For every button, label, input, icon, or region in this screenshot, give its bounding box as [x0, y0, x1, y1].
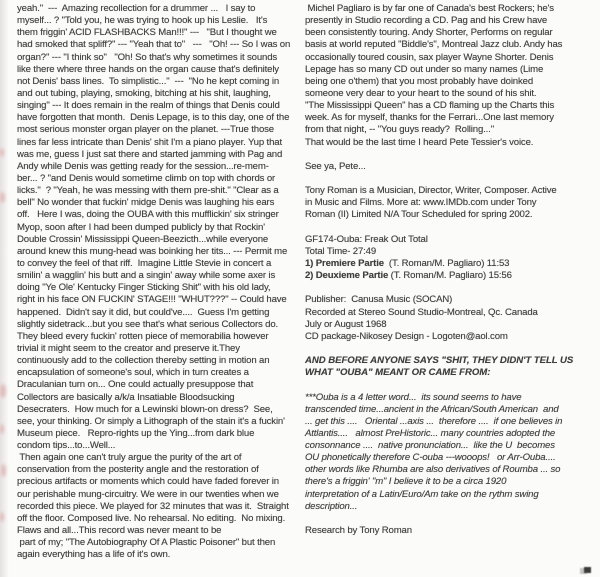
text-line	[17, 185, 305, 197]
text-line-text: not Denis' bass lines. To simplistic..." --- "No he kept coming in	[17, 75, 280, 87]
text-line	[305, 307, 597, 319]
text-line-text: transcended time...ancient in the African/South American and	[305, 403, 559, 415]
text-line-text: and out tubing, playing, smoking, bitching at his shit, laughing,	[17, 87, 271, 99]
text-line-text: Lepage has so many CD out under so many names (Lime	[305, 63, 544, 75]
text-line	[17, 319, 305, 331]
text-line-text: like there where three hands on the organ cause that's definitely	[17, 63, 279, 75]
text-line	[305, 246, 597, 258]
text-line	[305, 27, 597, 39]
text-line-text: our perishable mung-circuitry. We were in our twenties when we	[17, 488, 279, 500]
text-line-text: slightly sidetrack...but you see that's what serious Collectors do.	[17, 318, 279, 330]
text-line-text: see, your thinking. Or simply a Lithograph of the stain it's a fuckin'	[17, 415, 285, 427]
text-line	[17, 124, 305, 136]
text-line	[17, 355, 305, 367]
text-line-text: "The Mississippi Queen" has a CD flaming up the Charts this	[305, 100, 555, 112]
text-line-text: precious artifacts or moments which could have faded forever in	[17, 476, 279, 488]
text-line-text: Draculanian turn on... One could actually presuppose that	[17, 379, 254, 391]
text-line-text: to convey the feel of that riff. Imagine Little Stevie in concert a	[17, 257, 272, 269]
text-line	[305, 294, 597, 306]
scan-corner-mark	[584, 567, 591, 573]
text-line	[305, 343, 597, 355]
text-line-text: again everything has a life of it's own.	[17, 549, 171, 561]
text-line	[17, 100, 305, 112]
text-line-text: Total Time- 27:49	[305, 245, 377, 257]
text-line-text: been consistently touring. Andy Shorter, Performs on regular	[305, 27, 553, 39]
text-line-text: See ya, Pete...	[305, 160, 366, 172]
text-line-text: Recorded at Stereo Sound Studio-Montreal, Qc. Canada	[305, 306, 538, 318]
text-line	[17, 501, 305, 513]
text-line	[305, 173, 597, 185]
text-line	[17, 209, 305, 221]
text-line	[17, 343, 305, 355]
text-line-bold-segment: 1) Premiere Partie	[305, 257, 384, 269]
text-line	[17, 197, 305, 209]
text-line	[305, 404, 597, 416]
text-line-text: Attlantis.... almost PreHistoric... many countries adopted the	[305, 427, 556, 439]
text-line-text: conservation from the posterity angle and the restoration of	[17, 464, 259, 476]
text-line-text: have forgotten that month. Denis Lepage, is to this day, one of the	[17, 112, 290, 124]
text-line-text: basis at world reputed "Biddle's", Montreal Jazz club. Andy has	[305, 39, 563, 51]
text-line	[17, 258, 305, 270]
text-line	[305, 39, 597, 51]
text-line-text: ... get this .... Oriental ...axis ... therefore .... if one believes in	[305, 415, 563, 427]
text-line	[17, 27, 305, 39]
text-line-text: was me, guess I just sat there and started jamming with Pag and	[17, 148, 283, 160]
text-line-text: OU phonetically therefore C-ouba ---wooops! or Arr-Ouba....	[305, 452, 556, 464]
text-line	[17, 525, 305, 537]
text-line	[305, 222, 597, 234]
text-line	[17, 464, 305, 476]
text-line	[17, 39, 305, 51]
text-line	[305, 440, 597, 452]
text-line-text: smilin' a wagglin' his butt and a singin' away while some axer is	[17, 270, 276, 282]
scan-edge-artifact	[0, 0, 9, 577]
text-line-text: other words like Rhumba are also derivatives of Roumba ... so	[305, 464, 561, 476]
text-line	[305, 52, 597, 64]
text-line-text: recorded this piece. We played for 32 minutes that was it. Straight	[17, 500, 289, 512]
text-line-text: trivial it might seem to the creator and preserve it.They	[17, 342, 240, 354]
text-line	[305, 124, 597, 136]
text-line-text: yeah." --- Amazing recollection for a drummer ... I say to	[17, 3, 256, 14]
text-line	[305, 489, 597, 501]
text-line-text: Collectors are basically a/k/a Insatiable Bloodsucking	[17, 391, 235, 403]
left-text-column	[17, 3, 305, 561]
text-line	[17, 307, 305, 319]
text-line	[17, 331, 305, 343]
text-line	[17, 489, 305, 501]
text-line-text: lines far less intricate than Denis' shit I'm a piano player. Yup that	[17, 136, 282, 148]
text-line-text: licks." ? "Yeah, he was messing with them pre-shit." "Clear as a	[17, 185, 279, 197]
text-line-text: interpretation of a Latin/Euro/Am take on the rythm swing	[305, 488, 539, 500]
text-line	[17, 222, 305, 234]
text-line-text: Tony Roman is a Musician, Director, Writer, Composer. Active	[305, 185, 557, 197]
text-line-text: ***Ouba is a 4 letter word... its sound seems to have	[305, 391, 522, 403]
scan-smudge	[0, 148, 4, 157]
text-line	[305, 88, 597, 100]
text-line-text: (T. Roman/M. Pagliaro) 15:56	[388, 270, 512, 282]
text-line	[17, 270, 305, 282]
text-line	[17, 173, 305, 185]
text-line	[305, 282, 597, 294]
text-line-text: off. Here I was, doing the OUBA with this mufflickin' six stringer	[17, 209, 279, 221]
text-line	[17, 112, 305, 124]
scan-smudge	[1, 464, 6, 477]
text-line	[305, 476, 597, 488]
text-line	[17, 392, 305, 404]
text-line-text: right in his face ON FUCKIN' STAGE!!! "WHUT???" -- Could have	[17, 294, 287, 306]
text-line	[17, 137, 305, 149]
text-line	[17, 379, 305, 391]
text-line	[305, 392, 597, 404]
text-line-text: there's a friggin' "m" I believe it to be a circa 1920	[305, 476, 507, 488]
text-line-text: Roman (II) Limited N/A Tour Scheduled for spring 2002.	[305, 209, 533, 221]
text-line	[305, 149, 597, 161]
text-line-text: someone very dear to your heart to the sound of his shit.	[305, 87, 537, 99]
text-line	[305, 100, 597, 112]
text-line-text: Research by Tony Roman	[305, 525, 412, 537]
text-line	[17, 294, 305, 306]
text-line-text: July or August 1968	[305, 318, 387, 330]
text-line-text: off the floor. Composed live. No rehearsal. No editing. No mixing.	[17, 512, 286, 524]
text-line	[305, 501, 597, 513]
text-line-text: AND BEFORE ANYONE SAYS "SHIT, THEY DIDN'T TELL US	[305, 355, 574, 367]
scan-smudge	[0, 424, 4, 434]
text-line	[17, 440, 305, 452]
text-line	[17, 15, 305, 27]
text-line	[305, 379, 597, 391]
text-line-text: presently in Studio recording a CD. Pag and his Crew have	[305, 15, 548, 27]
text-line-text: them friggin' ACID FLASHBACKS Man!!!" --- "But I thought we	[17, 27, 277, 39]
text-line-text: description...	[305, 500, 358, 512]
text-line	[17, 537, 305, 549]
text-line	[305, 161, 597, 173]
text-line-text: doing "Ye Ole' Kentucky Finger Sticking Shit" with his old lady,	[17, 282, 271, 294]
text-line-text: (T. Roman/M. Pagliaro) 11:53	[383, 257, 510, 269]
text-line	[305, 513, 597, 525]
text-line-text: week. As for myself, thanks for the Ferrari...One last memory	[305, 112, 554, 124]
text-line-text: ber... ? "and Denis would sometime climb on top with chords or	[17, 172, 276, 184]
text-line	[305, 197, 597, 209]
text-line-text: singing" --- It does remain in the realm of things that Denis could	[17, 100, 280, 112]
text-line-text: Double Crossin' Mississippi Queen-Beezicth...while everyone	[17, 233, 269, 245]
text-line	[305, 355, 597, 367]
text-line-text: Publisher: Canusa Music (SOCAN)	[305, 294, 453, 306]
right-text-column	[305, 3, 597, 537]
text-line-text: around knew this mung-head was boinking her tits... --- Permit me	[17, 245, 288, 257]
text-line	[17, 476, 305, 488]
text-line-text: Myop, soon after I had been dumped publicly by that Rockin'	[17, 221, 265, 233]
text-line-text: most serious monster organ player on the planet. ---True those	[17, 124, 274, 136]
text-line	[17, 161, 305, 173]
text-line	[305, 3, 597, 15]
text-line-text: Then again one can't truly argue the purity of the art of	[17, 452, 242, 464]
text-line-text: Flaws and all...This record was never meant to be	[17, 525, 222, 537]
text-line	[305, 258, 597, 270]
text-line-text: condom tips...to...Well...	[17, 440, 116, 452]
text-line	[17, 513, 305, 525]
text-line	[305, 428, 597, 440]
text-line	[17, 149, 305, 161]
text-line	[17, 246, 305, 258]
text-line-text: continuously add to the collection thereby setting in motion an	[17, 355, 270, 367]
text-line	[305, 234, 597, 246]
scan-smudge	[0, 192, 5, 203]
text-line-text: myself... ? "Told you, he was trying to hook up his Leslie. It's	[17, 15, 268, 27]
text-line	[305, 64, 597, 76]
text-line-text: Andy while Denis was getting ready for the session...re-mem-	[17, 160, 269, 172]
text-line-text: part of my; "The Autobiography Of A Plastic Poisoner" but then	[17, 537, 276, 549]
text-line	[17, 64, 305, 76]
text-line-text: They bleed every fuckin' rotten piece of memorabilia however	[17, 330, 269, 342]
text-line	[17, 234, 305, 246]
text-line	[305, 15, 597, 27]
text-line	[305, 76, 597, 88]
text-line	[17, 404, 305, 416]
text-line-text: consonnance .... native pronunciation... like the U becomes	[305, 440, 555, 452]
text-line-text: CD package-Nikosey Design - Logoten@aol.com	[305, 330, 508, 342]
text-line-bold-segment: 2) Deuxieme Partie	[305, 270, 389, 282]
text-line	[305, 416, 597, 428]
text-line	[305, 137, 597, 149]
text-line	[17, 428, 305, 440]
text-line-text: encapsulation of someone's soul, which in turn creates a	[17, 367, 249, 379]
text-line	[17, 52, 305, 64]
text-line	[17, 76, 305, 88]
text-line-text: bell" No wonder that fuckin' midge Denis was laughing his ears	[17, 197, 275, 209]
text-line-text: being one o'them) that you most probably have doinked	[305, 75, 534, 87]
text-line	[17, 3, 305, 15]
text-line	[17, 367, 305, 379]
text-line	[17, 452, 305, 464]
text-line	[305, 319, 597, 331]
text-line-text: That would be the last time I heard Pete Tessier's voice.	[305, 136, 534, 148]
text-line	[305, 270, 597, 282]
text-line	[305, 452, 597, 464]
text-line	[305, 331, 597, 343]
text-line-text: Museum piece. Repro-rights up the Ying...from dark blue	[17, 427, 255, 439]
text-line	[305, 185, 597, 197]
text-line-text: from that night, -- "You guys ready? Rolling..."	[305, 124, 494, 136]
text-line-text: Desecraters. How much for a Lewinski blown-on dress? See,	[17, 403, 273, 415]
text-line	[305, 367, 597, 379]
text-line	[305, 525, 597, 537]
text-line-text: had smoked that spliff?" --- "Yeah that to" --- "Oh! --- So I was on	[17, 39, 291, 51]
text-line	[305, 209, 597, 221]
scan-smudge	[0, 512, 4, 522]
text-line	[17, 282, 305, 294]
scan-smudge	[0, 384, 6, 398]
text-line	[17, 88, 305, 100]
text-line-text: WHAT "OUBA" MEANT OR CAME FROM:	[305, 367, 491, 379]
text-line-text: GF174-Ouba: Freak Out Total	[305, 233, 428, 245]
text-line-text: Michel Pagliaro is by far one of Canada's best Rockers; he's	[305, 3, 554, 14]
text-line-text: in Music and Films. More at: www.IMDb.com under Tony	[305, 197, 537, 209]
text-line	[305, 112, 597, 124]
text-line-text: occasionally toured cousin, sax player Wayne Shorter. Denis	[305, 51, 554, 63]
text-line-text: organ?" --- "I think so" "Oh! So that's why sometimes it sounds	[17, 51, 278, 63]
text-line	[17, 416, 305, 428]
text-line-text: happened. Didn't say it did, but could've.... Guess I'm getting	[17, 306, 270, 318]
text-line	[17, 549, 305, 561]
text-line	[305, 464, 597, 476]
